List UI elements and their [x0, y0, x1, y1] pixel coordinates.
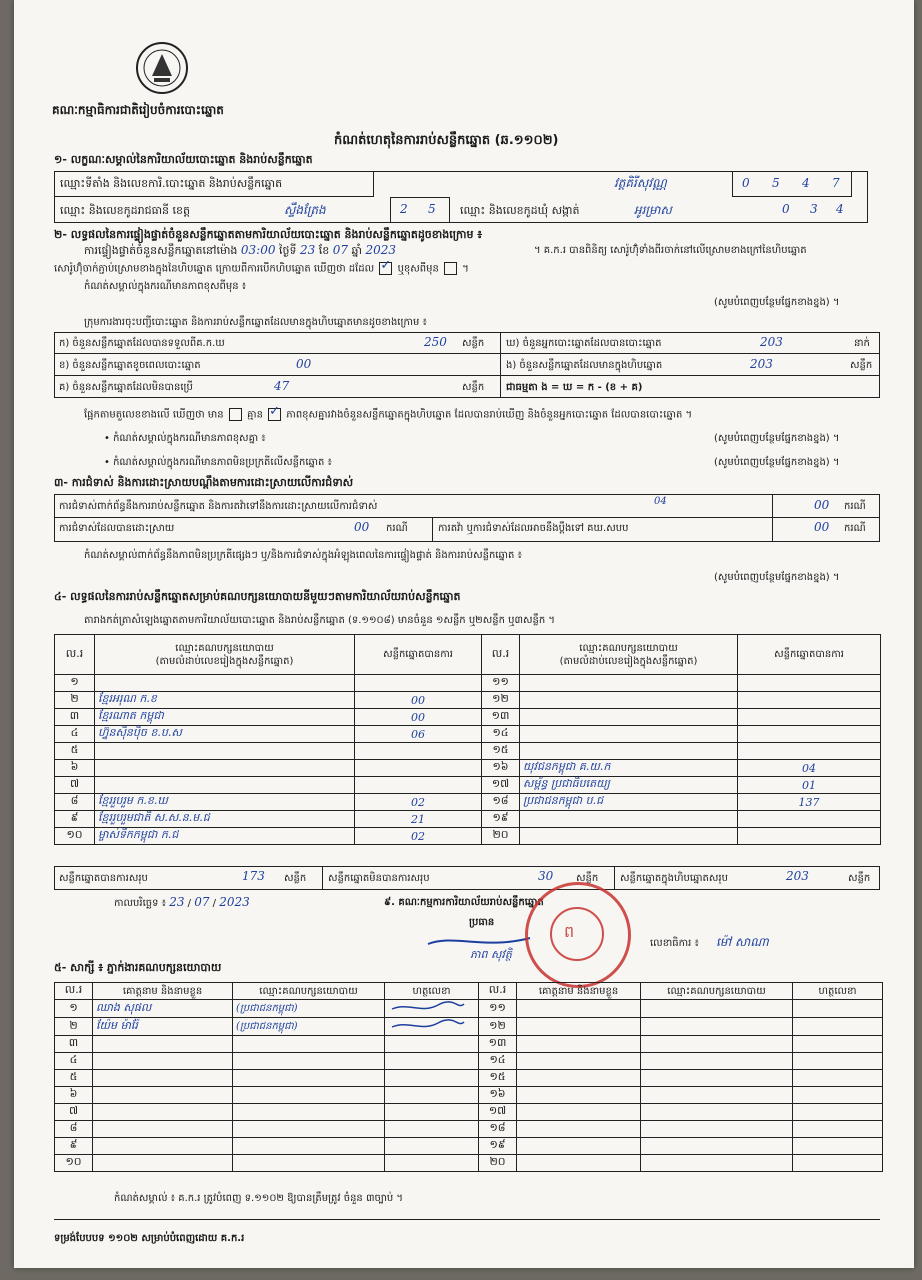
total-invalid-value: 30 — [538, 869, 554, 883]
nec-emblem-icon — [134, 40, 190, 96]
witness-party — [233, 1036, 385, 1053]
table-row — [482, 709, 881, 726]
witness-signature — [385, 1104, 479, 1121]
appeal-label: ការតវ៉ា ឬការជំទាស់ដែលអាចនឹងប្តឹងទៅ គឃ.សបប — [438, 523, 629, 534]
witness-signature — [793, 1070, 883, 1087]
witness-name — [517, 1121, 641, 1138]
witness-signature — [385, 1053, 479, 1070]
party-results-table-left: ល.រ ឈ្មោះគណបក្សនយោបាយ (តាមលំដាប់លេខរៀងក្នុងសន្លឹកឆ្នោត) សន្លឹកឆ្នោតបានការ ១ ២ ខ្មែរអរុណ ក.ខ 00 ៣ ខ្មែរណាត កម្ពុជា 00 ៤ ហ្វ៊ុនស៊ិនប៉ិច ខ.ប.ស 06 ៥ ៦ ៧ ៨ ខ្មែររួបរួម ក.ខ.ឃ 02 ៩ ខ្មែររួបរួមជាតិ ស.ស.ន.ម.ជ 21 ១០ ម្ចាស់ទឹកកម្ពុជា ក.ជ 02 — [54, 634, 482, 845]
witness-party — [641, 1000, 793, 1018]
witness-signature — [793, 1104, 883, 1121]
row-number: ៥ — [55, 1070, 93, 1087]
table-row — [55, 828, 482, 845]
party-votes: 02 — [355, 828, 482, 845]
verify-line: ការផ្ទៀងផ្ទាត់ចំនួនសន្លឹកឆ្នោតនៅម៉ោង 03:00 ថ្ងៃទី 23 ខែ 07 ឆ្នាំ 2023 — [84, 243, 397, 257]
table-row — [55, 1000, 883, 1018]
tally-note: តារាងកត់ត្រាសំឡេងឆ្នោតតាមការិយាល័យបោះឆ្នោត និងរាប់សន្លឹកឆ្នោត (ទ.១១០៨) មានចំនួន ១សន្លឹក ឬ២សន្លឹក ឬ៣សន្លឹក ។ — [84, 615, 556, 626]
row-number: ១៣ — [482, 709, 520, 726]
witness-signature — [385, 1000, 479, 1018]
row-number: ១៤ — [479, 1053, 517, 1070]
section5-heading: ៥- សាក្សី ៖ ភ្នាក់ងារគណបក្សនយោបាយ — [54, 961, 222, 974]
bullet-diff: • កំណត់សម្គាល់ក្នុងករណីមានភាពខុសគ្នា ៖ — [104, 433, 266, 444]
table-row — [482, 743, 881, 760]
row-number: ២០ — [482, 828, 520, 845]
row-number: ១៧ — [479, 1104, 517, 1121]
table-row — [55, 760, 482, 777]
witness-signature — [793, 1138, 883, 1155]
party-name: យុវជនកម្ពុជា គ.យ.ក — [520, 760, 738, 777]
witness-name — [93, 1087, 233, 1104]
witness-signature — [793, 1018, 883, 1036]
witness-name — [93, 1155, 233, 1172]
witness-signature — [385, 1070, 479, 1087]
party-votes: 00 — [355, 709, 482, 726]
row-number: ១៦ — [479, 1087, 517, 1104]
total-box-value: 203 — [786, 869, 809, 883]
row-number: ៩ — [55, 811, 95, 828]
table-row — [55, 1053, 883, 1070]
witness-party — [641, 1036, 793, 1053]
witness-party — [641, 1155, 793, 1172]
commune-code: 0 — [782, 202, 790, 216]
witness-name — [93, 1036, 233, 1053]
witness-signature — [793, 1000, 883, 1018]
org-name: គណៈកម្មាធិការជាតិរៀបចំការបោះឆ្នោត — [52, 103, 224, 117]
party-votes: 06 — [355, 726, 482, 743]
party-name — [95, 675, 355, 692]
witness-name — [517, 1155, 641, 1172]
verify-time: 03:00 — [240, 243, 276, 257]
witness-name — [517, 1138, 641, 1155]
table-row — [482, 777, 881, 794]
witness-party — [233, 1070, 385, 1087]
party-votes — [355, 743, 482, 760]
table-row — [55, 743, 482, 760]
witness-signature — [385, 1121, 479, 1138]
diff-checkbox[interactable] — [444, 262, 457, 275]
table-row — [482, 726, 881, 743]
row-number: ១៦ — [482, 760, 520, 777]
party-name — [520, 743, 738, 760]
party-name — [95, 743, 355, 760]
resolved-value: 00 — [354, 520, 370, 534]
no-diff-checkbox[interactable] — [268, 408, 281, 421]
table-row — [55, 1104, 883, 1121]
witness-party — [641, 1018, 793, 1036]
row-number: ១២ — [479, 1018, 517, 1036]
row-number: ២ — [55, 1018, 93, 1036]
table-row — [482, 811, 881, 828]
row-number: ១០ — [55, 828, 95, 845]
row-number: ៣ — [55, 709, 95, 726]
table-row — [55, 692, 482, 709]
section2-heading: ២- លទ្ធផលនៃការផ្ទៀងផ្ទាត់ចំនួនសន្លឹកឆ្នោតតាមការិយាល័យបោះឆ្នោត និងរាប់សន្លឹកឆ្នោតដូចខាងក្រោម ៖ — [54, 228, 483, 241]
party-name — [95, 760, 355, 777]
party-name: ខ្មែររួបរួម ក.ខ.ឃ — [95, 794, 355, 811]
row-number: ៤ — [55, 1053, 93, 1070]
table-row — [55, 811, 482, 828]
row-number: ៩ — [55, 1138, 93, 1155]
witness-name — [517, 1018, 641, 1036]
witness-signature — [385, 1018, 479, 1036]
party-name: ខ្មែររួបរួមជាតិ ស.ស.ន.ម.ជ — [95, 811, 355, 828]
results-intro: ក្រុមការងារចុះបញ្ជីបោះឆ្នោត និងការរាប់សន្លឹកឆ្នោតដែលមានក្នុងហិបឆ្នោតមានដូចខាងក្រោម ៖ — [84, 317, 427, 328]
row-number: ៣ — [55, 1036, 93, 1053]
row-number: ៧ — [55, 777, 95, 794]
witness-name — [517, 1104, 641, 1121]
bullet-irregular: • កំណត់សម្គាល់ក្នុងករណីមានភាពមិនប្រក្រតីលើសន្លឹកឆ្នោត ៖ — [104, 457, 332, 468]
row-number: ៨ — [55, 1121, 93, 1138]
row-number: ១៨ — [482, 794, 520, 811]
table-row — [482, 794, 881, 811]
party-results-table-right: ល.រ ឈ្មោះគណបក្សនយោបាយ (តាមលំដាប់លេខរៀងក្នុងសន្លឹកឆ្នោត) សន្លឹកឆ្នោតបានការ ១១ ១២ ១៣ ១៤ ១៥ ១៦ យុវជនកម្ពុជា គ.យ.ក 04 ១៧ សម្ព័ន្ធ ប្រជាធិបតេយ្យ 01 ១៨ ប្រជាជនកម្ពុជា ប.ជ 137 ១៩ ២០ — [481, 634, 881, 845]
table-row — [55, 1087, 883, 1104]
table-row — [55, 1138, 883, 1155]
row-number: ៨ — [55, 794, 95, 811]
row-number: ២០ — [479, 1155, 517, 1172]
diff-note-label: កំណត់សម្គាល់ក្នុងករណីមានភាពខុសពីមុន ៖ — [84, 281, 247, 292]
row-number: ៥ — [55, 743, 95, 760]
table-row — [55, 1155, 883, 1172]
witness-party — [233, 1155, 385, 1172]
witness-name — [517, 1087, 641, 1104]
witness-signature — [793, 1053, 883, 1070]
party-name — [520, 709, 738, 726]
witness-signature — [793, 1121, 883, 1138]
spoiled-label: ខ) ចំនួនសន្លឹកឆ្នោតខូចពេលបោះឆ្នោត — [59, 360, 201, 371]
witness-name — [517, 1053, 641, 1070]
received-label: ក) ចំនួនសន្លឹកឆ្នោតដែលបានទទួលពីគ.ក.ឃ — [59, 338, 225, 349]
party-name — [520, 692, 738, 709]
party-votes — [738, 692, 881, 709]
witness-party: (ប្រជាជនកម្ពុជា) — [233, 1000, 385, 1018]
party-votes: 01 — [738, 777, 881, 794]
complaints-label: ការជំទាស់ពាក់ព័ន្ធនឹងការរាប់សន្លឹកឆ្នោត និងការតវ៉ាទៅនឹងការដោះស្រាយលើការជំទាស់ — [59, 501, 378, 512]
party-votes — [738, 709, 881, 726]
row-number: ១១ — [482, 675, 520, 692]
table-row — [55, 794, 482, 811]
witness-name — [517, 1036, 641, 1053]
table-row — [482, 675, 881, 692]
witness-party — [641, 1053, 793, 1070]
compare-line: ផ្អែកតាមតួលេខខាងលើ ឃើញថា មាន គ្មាន ✓ ភាពខុសគ្នារវាងចំនួនសន្លឹកឆ្នោតក្នុងហិបឆ្នោត ដែលបានរាប់ឃើញ និងចំនួនអ្នកបោះឆ្នោត ដែលបានបោះឆ្នោត ។ — [84, 408, 692, 422]
witness-party — [641, 1087, 793, 1104]
seal-check-line: សោរ៉ូហ៊ុំចាក់ភ្ជាប់ស្រោមខាងក្នុងនៃហិបឆ្នោត ក្រោយពីការបើកហិបឆ្នោត ឃើញថា ដដែល ✓ ឬខុសពីមុន ។ — [54, 262, 469, 276]
witness-signature — [793, 1087, 883, 1104]
party-votes — [738, 726, 881, 743]
chair-name: ភាព សុវត្ថិ — [470, 948, 512, 961]
party-votes: 04 — [738, 760, 881, 777]
witness-name — [93, 1070, 233, 1087]
row-number: ៦ — [55, 760, 95, 777]
witness-name — [93, 1138, 233, 1155]
party-votes — [738, 743, 881, 760]
party-votes — [738, 811, 881, 828]
section4-heading: ៤- លទ្ធផលនៃការរាប់សន្លឹកឆ្នោតសម្រាប់គណបក្សនយោបាយនីមួយៗតាមការិយាល័យរាប់សន្លឹកឆ្នោត — [54, 590, 461, 603]
row-number: ១២ — [482, 692, 520, 709]
row-number: ២ — [55, 692, 95, 709]
voters-label: ឃ) ចំនួនអ្នកបោះឆ្នោតដែលបានបោះឆ្នោត — [506, 338, 662, 349]
party-name — [95, 777, 355, 794]
party-name: ម្ចាស់ទឹកកម្ពុជា ក.ជ — [95, 828, 355, 845]
witness-party — [641, 1104, 793, 1121]
totals-row — [54, 866, 880, 890]
party-votes: 02 — [355, 794, 482, 811]
unused-value: 47 — [274, 379, 290, 393]
table-row — [55, 1018, 883, 1036]
spoiled-value: 00 — [296, 357, 312, 371]
row-number: ១ — [55, 675, 95, 692]
province-code: 2 — [400, 202, 408, 216]
appeal-value: 00 — [814, 520, 830, 534]
secretary-label: លេខាធិការ ៖ — [650, 938, 699, 949]
table-row — [55, 1121, 883, 1138]
party-votes: 137 — [738, 794, 881, 811]
table-row — [55, 726, 482, 743]
date-line: កាលបរិច្ឆេទ ៖ 23 / 07 / 2023 — [114, 895, 250, 909]
witness-signature — [793, 1155, 883, 1172]
form-id: ទម្រង់បែបបទ ១១០២ សម្រាប់បំពេញដោយ គ.ក.រ — [54, 1233, 245, 1244]
committee-label: ៩. គណៈកម្មការការិយាល័យរាប់សន្លឹកឆ្នោត — [384, 897, 544, 908]
total-valid-label: សន្លឹកឆ្នោតបានការសរុប — [59, 873, 148, 884]
section1-heading: ១- លក្ខណៈសម្គាល់នៃការិយាល័យបោះឆ្នោត និងរាប់សន្លឹកឆ្នោត — [54, 153, 313, 166]
witness-name — [93, 1053, 233, 1070]
row-number: ១៣ — [479, 1036, 517, 1053]
unused-label: គ) ចំនួនសន្លឹកឆ្នោតដែលមិនបានប្រើ — [59, 382, 193, 393]
row-number: ៦ — [55, 1087, 93, 1104]
witness-party — [233, 1138, 385, 1155]
witness-signature — [385, 1155, 479, 1172]
table-row — [55, 675, 482, 692]
witness-party — [641, 1070, 793, 1087]
complaints-note: កំណត់សម្គាល់ពាក់ព័ន្ធនឹងភាពមិនប្រក្រតីផ្សេងៗ ឬ/និងការជំទាស់ក្នុងអំឡុងពេលនៃការផ្ទៀងផ្ទាត់ និងការរាប់សន្លឹកឆ្នោត ៖ — [84, 550, 522, 561]
row-number: ១៨ — [479, 1121, 517, 1138]
witness-name — [517, 1070, 641, 1087]
party-votes — [738, 828, 881, 845]
party-name — [520, 811, 738, 828]
same-checkbox[interactable] — [379, 262, 392, 275]
formula: ជាធម្មតា ង = ឃ = ក - (ខ + គ) — [506, 382, 643, 393]
inbox-label: ង) ចំនួនសន្លឹកឆ្នោតដែលមានក្នុងហិបឆ្នោត — [506, 360, 663, 371]
row-number: ១៩ — [482, 811, 520, 828]
ballot-count-form: គណៈកម្មាធិការជាតិរៀបចំការបោះឆ្នោត កំណត់ហេតុនៃការរាប់សន្លឹកឆ្នោត (ឆ.១១០២) ១- លក្ខណៈសម្គាល់នៃការិយាល័យបោះឆ្នោត និងរាប់សន្លឹកឆ្នោត ឈ្មោះទីតាំង និងលេខការិ.បោះឆ្នោត និងរាប់សន្លឹកឆ្នោត វត្តគិរីសុវណ្ណ 0 5 4 7 ឈ្មោះ និងលេខកូដរាជធានី ខេត្ត ស្ទឹងត្រែង 2 5 ឈ្មោះ និងលេខកូដឃុំ សង្កាត់ អូរម្រាស 0 3 4 ២- លទ្ធផលនៃការផ្ទៀងផ្ទាត់ចំនួនសន្លឹកឆ្នោតតាមការិយាល័យបោះឆ្នោត និងរាប់សន្លឹកឆ្នោតដូចខាងក្រោម ៖ ការផ្ទៀងផ្ទាត់ចំនួនសន្លឹកឆ្នោតនៅម៉ោង 03:00 ថ្ងៃទី 23 ខែ 07 ឆ្នាំ 2023 ។ គ.ក.រ បានពិនិត្យ សោរ៉ូហ៊ុំទាំងពីរចាក់នៅលើស្រោមខាងក្រៅនៃហិបឆ្នោត សោរ៉ូហ៊ុំចាក់ភ្ជាប់ស្រោមខាងក្នុងនៃហិបឆ្នោត ក្រោយពីការបើកហិបឆ្នោត ឃើញថា ដដែល ✓ ឬខុសពីមុន ។ កំណត់សម្គាល់ក្នុងករណីមានភាពខុសពីមុន ៖ (សូមបំពេញបន្ថែមផ្នែកខាងខ្នង) ។ ក្រុមការងារចុះបញ្ជីបោះឆ្នោត និងការរាប់សន្លឹកឆ្នោតដែលមានក្នុងហិបឆ្នោតមានដូចខាងក្រោម ៖ ក) ចំនួនសន្លឹកឆ្នោតដែលបានទទួលពីគ.ក.ឃ 250 សន្លឹក ខ) ចំនួនសន្លឹកឆ្នោតខូចពេលបោះឆ្នោត 00 គ) ចំនួនសន្លឹកឆ្នោតដែលមិនបានប្រើ 47 សន្លឹក ឃ) ចំនួនអ្នកបោះឆ្នោតដែលបានបោះឆ្នោត 203 នាក់ ង) ចំនួនសន្លឹកឆ្នោតដែលមានក្នុងហិបឆ្នោត 203 សន្លឹក ជាធម្មតា ង = ឃ = ក - (ខ + គ) ផ្អែកតាមតួលេខខាងលើ ឃើញថា មាន គ្មាន ✓ ភាពខុសគ្នារវាងចំនួនសន្លឹកឆ្នោតក្នុងហិបឆ្នោត ដែលបានរាប់ឃើញ និងចំនួនអ្នកបោះឆ្នោត ដែលបានបោះឆ្នោត ។ • កំណត់សម្គាល់ក្នុងករណីមានភាពខុសគ្នា ៖ (សូមបំពេញបន្ថែមផ្នែកខាងខ្នង) ។ • កំណត់សម្គាល់ក្នុងករណីមានភាពមិនប្រក្រតីលើសន្លឹកឆ្នោត ៖ (សូមបំពេញបន្ថែមផ្នែកខាងខ្នង) ។ ៣- ការជំទាស់ និងការដោះស្រាយបណ្តឹងតាមការដោះស្រាយលើការជំទាស់ ការជំទាស់ពាក់ព័ន្ធនឹងការរាប់សន្លឹកឆ្នោត និងការតវ៉ាទៅនឹងការដោះស្រាយលើការជំទាស់ 04 00 ករណី ការជំទាស់ដែលបានដោះស្រាយ 00 ករណី ការតវ៉ា ឬការជំទាស់ដែលអាចនឹងប្តឹងទៅ គឃ.សបប 00 ករណី កំណត់សម្គាល់ពាក់ព័ន្ធនឹងភាពមិនប្រក្រតីផ្សេងៗ ឬ/និងការជំទាស់ក្នុងអំឡុងពេលនៃការផ្ទៀងផ្ទាត់ និងការរាប់សន្លឹកឆ្នោត ៖ (សូមបំពេញបន្ថែមផ្នែកខាងខ្នង) ។ ៤- លទ្ធផលនៃការរាប់សន្លឹកឆ្នោតសម្រាប់គណបក្សនយោបាយនីមួយៗតាមការិយាល័យរាប់សន្លឹកឆ្នោត តារាងកត់ត្រាសំឡេងឆ្នោតតាមការិយាល័យបោះឆ្នោត និងរាប់សន្លឹកឆ្នោត (ទ.១១០៨) មានចំនួន ១សន្លឹក ឬ២សន្លឹក ឬ៣សន្លឹក ។ ល.រ ឈ្មោះគណបក្សនយោបាយ (តាមលំដាប់លេខរៀងក្នុងសន្លឹកឆ្នោត) សន្លឹកឆ្នោតបានការ ១ ២ ខ្មែរអរុណ ក.ខ 00 ៣ ខ្មែរណាត កម្ពុជា 00 ៤ ហ្វ៊ុនស៊ិនប៉ិច ខ.ប.ស 06 ៥ ៦ ៧ ៨ ខ្មែររួបរួម ក.ខ.ឃ 02 ៩ ខ្មែររួបរួមជាតិ ស.ស.ន.ម.ជ 21 ១០ ម្ចាស់ទឹកកម្ពុជា ក.ជ 02 ល.រ ឈ្មោះគណបក្សនយោបាយ (តាមលំដាប់លេខរៀងក្នុងសន្លឹកឆ្នោត) សន្លឹកឆ្នោតបានការ ១១ ១២ ១៣ ១៤ ១៥ ១៦ យុវជនកម្ពុជា គ.យ.ក 04 ១៧ សម្ព័ន្ធ ប្រជាធិបតេយ្យ 01 ១៨ ប្រជាជនកម្ពុជា ប.ជ 137 ១៩ ២០ សន្លឹកឆ្នោតបានការសរុប 173 សន្លឹក សន្លឹកឆ្នោតមិនបានការសរុប 30 សន្លឹក សន្លឹកឆ្នោតក្នុងហិបឆ្នោតសរុប 203 សន្លឹក កាលបរិច្ឆេទ ៖ 23 / 07 / 2023 ៩. គណៈកម្មការការិយាល័យរាប់សន្លឹកឆ្នោត ប្រធាន ភាព សុវត្ថិ ព លេខាធិការ ៖ ម៉ៅ សាណា ៥- សាក្សី ៖ ភ្នាក់ងារគណបក្សនយោបាយ ល.រ គោត្តនាម និងនាមខ្លួន ឈ្មោះគណបក្សនយោបាយ ហត្ថលេខា ល.រ គោត្តនាម និងនាមខ្លួន ឈ្មោះគណបក្សនយោបាយ ហត្ថលេខា ១ ឈាង សុផល (ប្រជាជនកម្ពុជា) ១១ ២ យ៉ែម ម៉ារ៉ែ (ប្រជាជនកម្ពុជា) ១២ ៣ ១៣ ៤ ១៤ ៥ ១៥ ៦ ១៦ ៧ ១៧ ៨ ១៨ ៩ ១៩ ១០ ២០ កំណត់សម្គាល់ ៖ គ.ក.រ ត្រូវបំពេញ ទ.១១០២ ឱ្យបានត្រឹមត្រូវ ចំនួន ៣ច្បាប់ ។ ទម្រង់បែបបទ ១១០២ សម្រាប់បំពេញដោយ គ.ក.រ — [14, 0, 914, 1268]
section3-heading: ៣- ការជំទាស់ និងការដោះស្រាយបណ្តឹងតាមការដោះស្រាយលើការជំទាស់ — [54, 476, 354, 489]
complaints-value: 00 — [814, 498, 830, 512]
table-row — [482, 692, 881, 709]
party-votes — [738, 675, 881, 692]
table-row — [482, 760, 881, 777]
witness-name — [93, 1121, 233, 1138]
witness-signature — [793, 1036, 883, 1053]
party-name: ហ្វ៊ុនស៊ិនប៉ិច ខ.ប.ស — [95, 726, 355, 743]
party-votes — [355, 675, 482, 692]
witness-party — [233, 1087, 385, 1104]
row-number: ១៧ — [482, 777, 520, 794]
row-number: ១៥ — [482, 743, 520, 760]
table-row — [55, 1036, 883, 1053]
party-name — [520, 726, 738, 743]
witness-name — [517, 1000, 641, 1018]
witness-signature — [385, 1087, 479, 1104]
witness-table: ល.រ គោត្តនាម និងនាមខ្លួន ឈ្មោះគណបក្សនយោបាយ ហត្ថលេខា ល.រ គោត្តនាម និងនាមខ្លួន ឈ្មោះគណបក្សនយោបាយ ហត្ថលេខា ១ ឈាង សុផល (ប្រជាជនកម្ពុជា) ១១ ២ យ៉ែម ម៉ារ៉ែ (ប្រជាជនកម្ពុជា) ១២ ៣ ១៣ ៤ ១៤ ៥ ១៥ ៦ ១៦ ៧ ១៧ ៨ ១៨ ៩ ១៩ ១០ ២០ — [54, 982, 883, 1172]
row-number: ១៥ — [479, 1070, 517, 1087]
party-votes: 00 — [355, 692, 482, 709]
table-row — [482, 828, 881, 845]
table-row — [55, 1070, 883, 1087]
witness-party — [641, 1138, 793, 1155]
row-number: ១ — [55, 1000, 93, 1018]
total-valid-value: 173 — [242, 869, 265, 883]
resolved-label: ការជំទាស់ដែលបានដោះស្រាយ — [59, 523, 175, 534]
row-number: ១០ — [55, 1155, 93, 1172]
total-invalid-label: សន្លឹកឆ្នោតមិនបានការសរុប — [328, 873, 430, 884]
witness-name — [93, 1104, 233, 1121]
row-number: ១១ — [479, 1000, 517, 1018]
inbox-value: 203 — [750, 357, 773, 371]
party-votes — [355, 777, 482, 794]
witness-party — [233, 1104, 385, 1121]
commune-value: អូរម្រាស — [634, 203, 672, 217]
party-name: ខ្មែរអរុណ ក.ខ — [95, 692, 355, 709]
chair-label: ប្រធាន — [469, 917, 495, 928]
party-name — [520, 828, 738, 845]
witness-party — [641, 1121, 793, 1138]
witness-party — [233, 1121, 385, 1138]
form-title: កំណត់ហេតុនៃការរាប់សន្លឹកឆ្នោត (ឆ.១១០២) — [334, 133, 559, 148]
row-number: ៤ — [55, 726, 95, 743]
party-name: សម្ព័ន្ធ ប្រជាធិបតេយ្យ — [520, 777, 738, 794]
row-number: ១៩ — [479, 1138, 517, 1155]
voters-value: 203 — [760, 335, 783, 349]
witness-name: ឈាង សុផល — [93, 1000, 233, 1018]
table-row — [55, 709, 482, 726]
party-votes — [355, 760, 482, 777]
official-seal-icon: ព — [525, 882, 631, 988]
has-diff-checkbox[interactable] — [229, 408, 242, 421]
received-value: 250 — [424, 335, 447, 349]
witness-signature — [385, 1036, 479, 1053]
party-name: ប្រជាជនកម្ពុជា ប.ជ — [520, 794, 738, 811]
secretary-name: ម៉ៅ សាណា — [716, 935, 769, 949]
footer-note: កំណត់សម្គាល់ ៖ គ.ក.រ ត្រូវបំពេញ ទ.១១០២ ឱ្យបានត្រឹមត្រូវ ចំនួន ៣ច្បាប់ ។ — [114, 1193, 403, 1204]
row-number: ៧ — [55, 1104, 93, 1121]
location-value: វត្តគិរីសុវណ្ណ — [614, 176, 667, 190]
witness-party — [233, 1053, 385, 1070]
province-label: ឈ្មោះ និងលេខកូដរាជធានី ខេត្ត — [60, 204, 190, 217]
total-box-label: សន្លឹកឆ្នោតក្នុងហិបឆ្នោតសរុប — [620, 873, 728, 884]
party-name: ខ្មែរណាត កម្ពុជា — [95, 709, 355, 726]
location-label: ឈ្មោះទីតាំង និងលេខការិ.បោះឆ្នោត និងរាប់សន្លឹកឆ្នោត — [60, 177, 283, 190]
witness-signature — [385, 1138, 479, 1155]
diff-note-hint: (សូមបំពេញបន្ថែមផ្នែកខាងខ្នង) ។ — [714, 297, 840, 308]
party-votes: 21 — [355, 811, 482, 828]
row-number: ១៤ — [482, 726, 520, 743]
witness-name: យ៉ែម ម៉ារ៉ែ — [93, 1018, 233, 1036]
table-row — [55, 777, 482, 794]
witness-party: (ប្រជាជនកម្ពុជា) — [233, 1018, 385, 1036]
commune-label: ឈ្មោះ និងលេខកូដឃុំ សង្កាត់ — [460, 204, 580, 217]
party-name — [520, 675, 738, 692]
province-value: ស្ទឹងត្រែង — [284, 203, 326, 217]
